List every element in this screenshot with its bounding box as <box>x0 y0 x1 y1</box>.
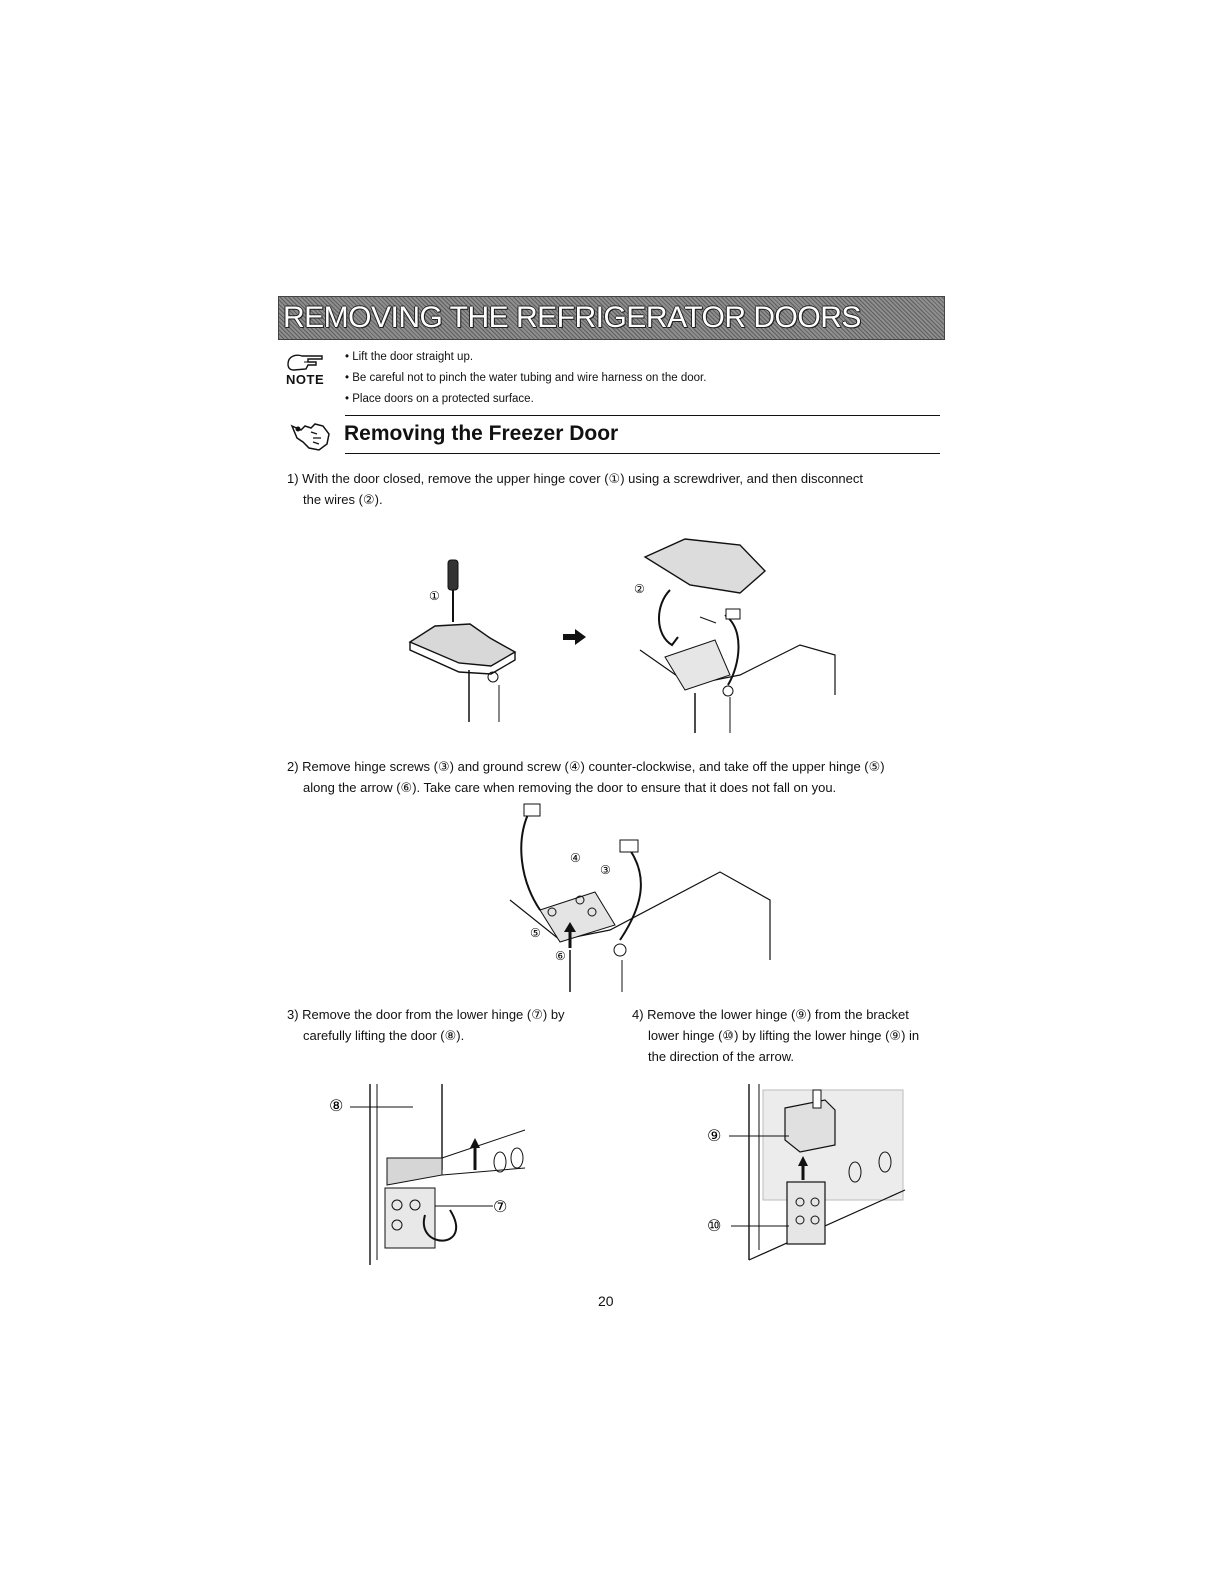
lower-hinge-door-lift-figure <box>325 1080 530 1270</box>
step-3-line-2: carefully lifting the door (⑧). <box>303 1028 465 1043</box>
arrow-right-icon <box>563 627 587 647</box>
step-3-line-1: 3) Remove the door from the lower hinge (⑦) by <box>287 1007 565 1022</box>
note-item: • Lift the door straight up. <box>345 351 474 363</box>
hinge-cover-removal-figure <box>395 560 535 725</box>
note-item: • Be careful not to pinch the water tubing and wire harness on the door. <box>345 372 707 384</box>
upper-hinge-removal-figure <box>500 800 775 995</box>
callout-4: ④ <box>570 851 581 865</box>
step-1-line-1: 1) With the door closed, remove the upper hinge cover (①) using a screwdriver, and then disconnect <box>287 471 864 486</box>
step-4-line-2: lower hinge (⑩) by lifting the lower hinge (⑨) in <box>648 1028 920 1043</box>
step-4-line-3: the direction of the arrow. <box>648 1049 794 1064</box>
step-1-line-2: the wires (②). <box>303 492 383 507</box>
wire-disconnect-figure <box>630 535 845 735</box>
callout-7: ⑦ <box>493 1197 508 1216</box>
callout-6: ⑥ <box>555 949 566 963</box>
callout-3: ③ <box>600 863 611 877</box>
callout-9: ⑨ <box>707 1126 722 1145</box>
callout-5: ⑤ <box>530 926 541 940</box>
callout-10: ⑩ <box>707 1216 722 1235</box>
lower-hinge-bracket-figure <box>705 1080 910 1270</box>
banner-title: REMOVING THE REFRIGERATOR DOORS <box>283 301 861 334</box>
callout-2: ② <box>634 582 645 596</box>
note-item: • Place doors on a protected surface. <box>345 393 534 405</box>
section-banner <box>278 296 945 340</box>
page-number: 20 <box>598 1293 614 1309</box>
step-2-line-2: along the arrow (⑥). Take care when removing the door to ensure that it does not fall on you. <box>303 780 837 795</box>
callout-1: ① <box>429 589 440 603</box>
section-underline <box>345 453 940 454</box>
divider <box>345 415 940 416</box>
mechanic-hand-icon <box>289 420 333 454</box>
step-2-line-1: 2) Remove hinge screws (③) and ground screw (④) counter-clockwise, and take off the upper hinge (⑤) <box>287 759 885 774</box>
note-label: NOTE <box>286 372 325 387</box>
callout-8: ⑧ <box>329 1096 344 1115</box>
section-title: Removing the Freezer Door <box>344 422 619 445</box>
pointing-hand-icon <box>286 352 326 374</box>
step-4-line-1: 4) Remove the lower hinge (⑨) from the bracket <box>632 1007 909 1022</box>
